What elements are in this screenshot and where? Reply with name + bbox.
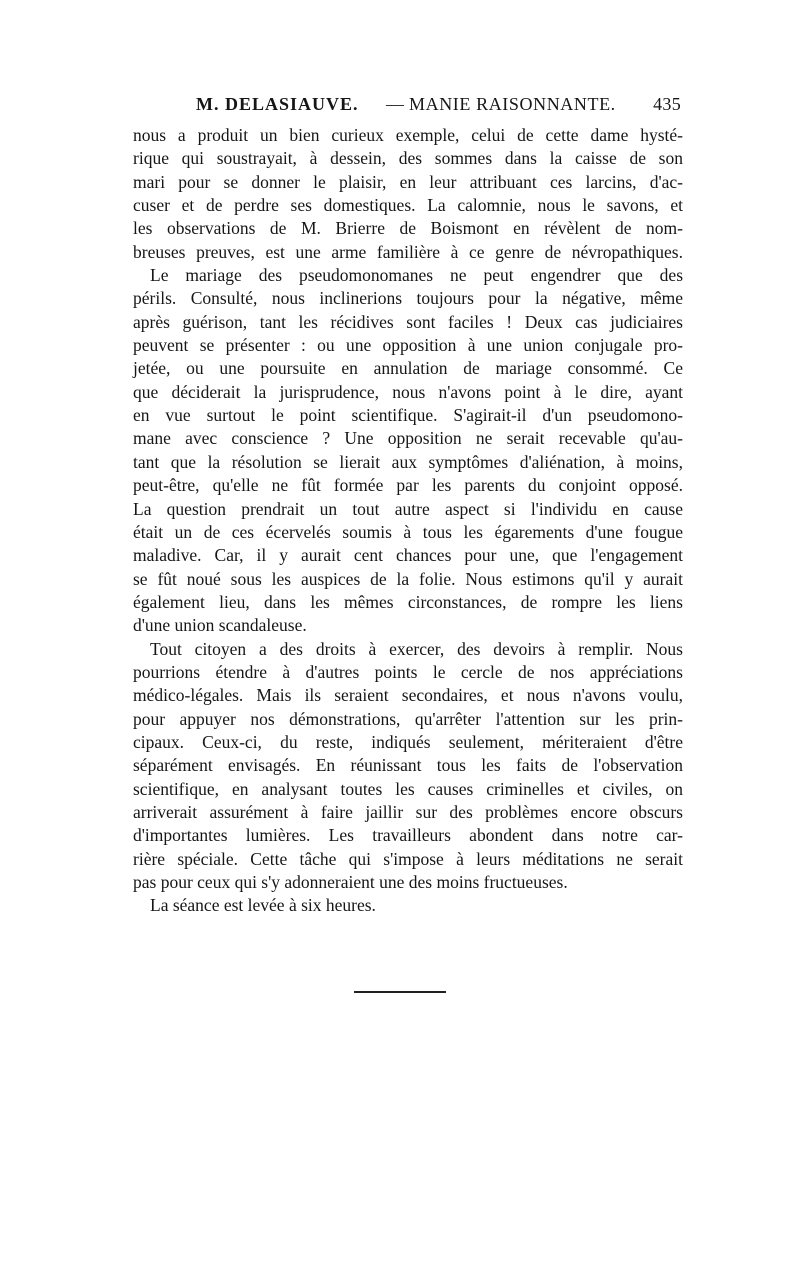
text-line: nous a produit un bien curieux exemple, celui de cette dame hysté-: [133, 125, 683, 145]
header-author: M. DELASIAUVE.: [196, 94, 359, 114]
text-line: Le mariage des pseudomonomanes ne peut engendrer que des: [150, 265, 683, 286]
text-line: périls. Consulté, nous inclinerions toujours pour la négative, même: [133, 288, 683, 309]
paragraph-4: [133, 894, 683, 917]
text-line: tant que la résolution se lierait aux symptômes d'aliénation, à moins,: [133, 451, 683, 472]
text-line: après guérison, tant les récidives sont faciles ! Deux cas judiciaires: [133, 311, 683, 332]
text-line: en vue surtout le point scientifique. S'agirait-il d'un pseudomono-: [133, 405, 683, 426]
paragraph-1: [133, 124, 683, 264]
text-line: rique qui soustrayait, à dessein, des sommes dans la caisse de son: [133, 148, 683, 169]
text-line: pourrions étendre à d'autres points le cercle de nos appréciations: [133, 661, 683, 682]
text-line: était un de ces écervelés soumis à tous les égarements d'une fougue: [133, 521, 683, 542]
text-line: rière spéciale. Cette tâche qui s'impose à leurs méditations ne serait: [133, 848, 683, 869]
text-line: La séance est levée à six heures.: [150, 895, 376, 916]
text-line: pour appuyer nos démonstrations, qu'arrêter l'attention sur les prin-: [133, 708, 683, 729]
text-line: d'une union scandaleuse.: [133, 615, 307, 636]
text-line: cuser et de perdre ses domestiques. La calomnie, nous le savons, et: [133, 195, 683, 216]
text-line: se fût noué sous les auspices de la folie. Nous estimons qu'il y aurait: [133, 568, 683, 589]
text-line: Tout citoyen a des droits à exercer, des devoirs à remplir. Nous: [150, 638, 683, 659]
page-number: 435: [653, 94, 681, 114]
text-line: breuses preuves, est une arme familière à ce genre de névropathiques.: [133, 241, 683, 262]
text-line: d'importantes lumières. Les travailleurs abondent dans notre car-: [133, 825, 683, 846]
header-title: MANIE RAISONNANTE.: [409, 94, 616, 114]
text-line: jetée, ou une poursuite en annulation de mariage consommé. Ce: [133, 358, 683, 379]
text-line: les observations de M. Brierre de Boismont en révèlent de nom-: [133, 218, 683, 239]
text-line: arriverait assurément à faire jaillir sur des problèmes encore obscurs: [133, 801, 683, 822]
text-line: maladive. Car, il y aurait cent chances pour une, que l'engagement: [133, 545, 683, 566]
running-head: [133, 91, 683, 117]
paragraph-2: [133, 264, 683, 638]
text-line: cipaux. Ceux-ci, du reste, indiqués seulement, mériteraient d'être: [133, 731, 683, 752]
text-line: séparément envisagés. En réunissant tous les faits de l'observation: [133, 755, 683, 776]
header-dash: —: [386, 94, 405, 114]
text-line: mane avec conscience ? Une opposition ne serait recevable qu'au-: [133, 428, 683, 449]
text-line: La question prendrait un tout autre aspect si l'individu en cause: [133, 498, 683, 519]
body-text: [133, 124, 683, 918]
text-line: peuvent se présenter : ou une opposition à une union conjugale pro-: [133, 335, 683, 356]
paragraph-3: [133, 638, 683, 895]
text-line: mari pour se donner le plaisir, en leur attribuant ces larcins, d'ac-: [133, 171, 683, 192]
text-line: scientifique, en analysant toutes les causes criminelles et civiles, on: [133, 778, 683, 799]
section-end-rule: [354, 991, 446, 993]
text-line: pas pour ceux qui s'y adonneraient une des moins fructueuses.: [133, 872, 568, 892]
text-line: médico-légales. Mais ils seraient secondaires, et nous n'avons voulu,: [133, 685, 683, 706]
text-line: peut-être, qu'elle ne fût formée par les parents du conjoint opposé.: [133, 475, 683, 496]
text-line: également lieu, dans les mêmes circonstances, de rompre les liens: [133, 591, 683, 612]
text-line: que déciderait la jurisprudence, nous n'avons point à le dire, ayant: [133, 381, 683, 402]
